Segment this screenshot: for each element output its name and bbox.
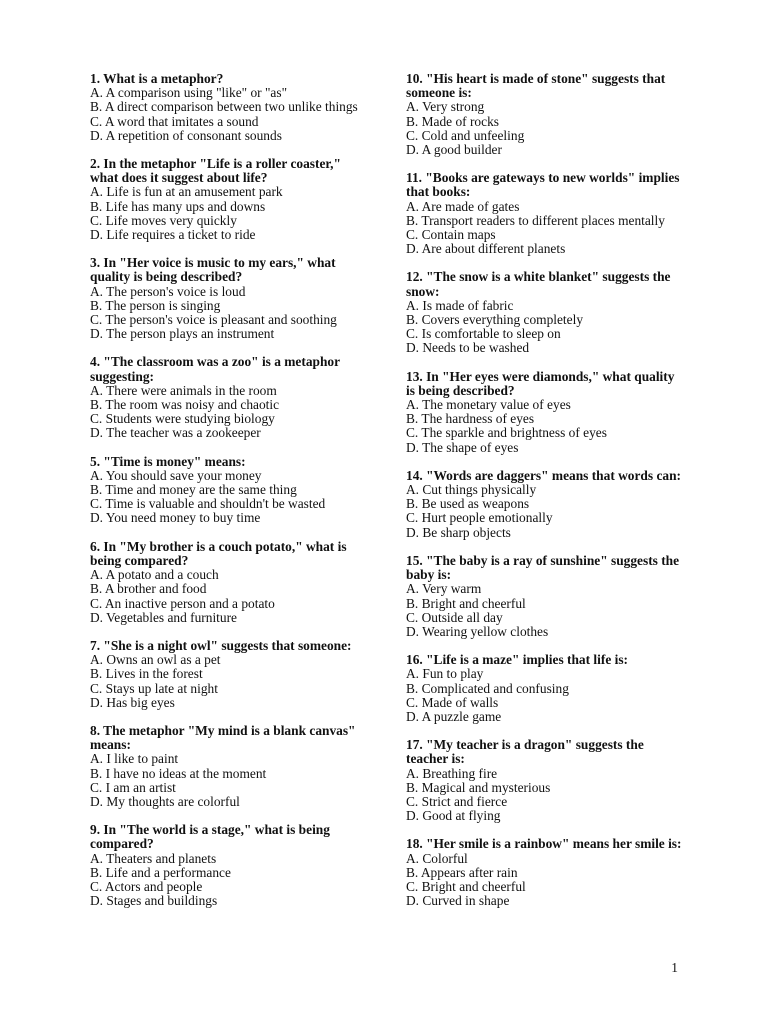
question-stem: 11. "Books are gateways to new worlds" implies that books: xyxy=(406,170,680,200)
answer-option: B. The hardness of eyes xyxy=(406,411,535,427)
answer-option: A. Theaters and planets xyxy=(90,850,217,866)
answer-option: B. Time and money are the same thing xyxy=(90,482,297,498)
answer-option: C. Bright and cheerful xyxy=(406,878,526,894)
question-stem: 13. In "Her eyes were diamonds," what quality is being described? xyxy=(406,368,675,398)
answer-option: D. Good at flying xyxy=(406,808,501,824)
question-block xyxy=(90,540,366,625)
answer-option: D. A good builder xyxy=(406,142,502,158)
answer-option: C. The person's voice is pleasant and soothing xyxy=(90,312,337,328)
answer-option: C. Actors and people xyxy=(90,878,203,894)
question-block xyxy=(90,455,366,526)
answer-option: D. Stages and buildings xyxy=(90,893,218,909)
question-block xyxy=(406,738,682,823)
answer-option: B. Made of rocks xyxy=(406,113,499,129)
question-stem: 5. "Time is money" means: xyxy=(90,453,246,469)
question-stem: 3. In "Her voice is music to my ears," what quality is being described? xyxy=(90,255,336,285)
answer-option: A. Fun to play xyxy=(406,666,484,682)
answer-option: B. I have no ideas at the moment xyxy=(90,765,267,781)
answer-option: B. Magical and mysterious xyxy=(406,779,551,795)
question-stem: 14. "Words are daggers" means that words can: xyxy=(406,467,681,483)
answer-option: A. Owns an owl as a pet xyxy=(90,652,221,668)
answer-option: A. Is made of fabric xyxy=(406,297,514,313)
answer-option: C. Outside all day xyxy=(406,609,503,625)
answer-option: B. Be used as weapons xyxy=(406,496,530,512)
answer-option: A. There were animals in the room xyxy=(90,382,277,398)
right-column xyxy=(406,72,682,922)
answer-option: A. A comparison using "like" or "as" xyxy=(90,85,288,101)
answer-option: A. Colorful xyxy=(406,850,468,866)
answer-option: A. You should save your money xyxy=(90,467,262,483)
question-block xyxy=(406,370,682,455)
question-stem: 16. "Life is a maze" implies that life is: xyxy=(406,652,629,668)
answer-option: B. Bright and cheerful xyxy=(406,595,526,611)
answer-option: C. Strict and fierce xyxy=(406,793,508,809)
answer-option: D. A puzzle game xyxy=(406,708,502,724)
question-stem: 9. In "The world is a stage," what is being compared? xyxy=(90,822,330,852)
answer-option: B. Transport readers to different places mentally xyxy=(406,212,665,228)
question-stem: 18. "Her smile is a rainbow" means her smile is: xyxy=(406,836,682,852)
answer-option: D. The person plays an instrument xyxy=(90,326,275,342)
answer-option: C. An inactive person and a potato xyxy=(90,595,275,611)
answer-option: C. Hurt people emotionally xyxy=(406,510,553,526)
answer-option: C. Students were studying biology xyxy=(90,411,275,427)
answer-option: C. A word that imitates a sound xyxy=(90,113,259,129)
question-block xyxy=(90,256,366,341)
answer-option: B. Life has many ups and downs xyxy=(90,198,266,214)
answer-option: D. Curved in shape xyxy=(406,893,510,909)
question-stem: 2. In the metaphor "Life is a roller coaster," what does it suggest about life? xyxy=(90,156,341,186)
answer-option: C. Stays up late at night xyxy=(90,680,218,696)
question-stem: 8. The metaphor "My mind is a blank canvas" means: xyxy=(90,722,356,753)
question-stem: 7. "She is a night owl" suggests that someone: xyxy=(90,637,352,653)
answer-option: C. I am an artist xyxy=(90,779,176,795)
answer-option: A. I like to paint xyxy=(90,751,179,767)
answer-option: C. Time is valuable and shouldn't be wasted xyxy=(90,496,326,512)
question-stem: 1. What is a metaphor? xyxy=(90,71,224,86)
question-block xyxy=(406,653,682,724)
answer-option: D. Vegetables and furniture xyxy=(90,609,238,625)
question-block xyxy=(90,823,366,908)
answer-option: C. Life moves very quickly xyxy=(90,212,237,228)
question-stem: 4. "The classroom was a zoo" is a metaphor suggesting: xyxy=(90,354,340,384)
answer-option: B. A direct comparison between two unlike things xyxy=(90,99,358,115)
answer-option: B. The room was noisy and chaotic xyxy=(90,397,280,413)
question-stem: 10. "His heart is made of stone" suggests that someone is: xyxy=(406,71,666,101)
answer-option: C. Cold and unfeeling xyxy=(406,127,525,143)
question-block xyxy=(406,270,682,355)
question-block xyxy=(90,639,366,710)
answer-option: D. Be sharp objects xyxy=(406,524,511,540)
answer-option: B. Lives in the forest xyxy=(90,666,203,682)
question-stem: 17. "My teacher is a dragon" suggests the teacher is: xyxy=(406,737,644,767)
question-block xyxy=(406,469,682,540)
answer-option: D. Are about different planets xyxy=(406,241,566,257)
answer-option: B. The person is singing xyxy=(90,297,221,313)
question-block xyxy=(90,355,366,440)
answer-option: D. My thoughts are colorful xyxy=(90,793,240,809)
answer-option: C. The sparkle and brightness of eyes xyxy=(406,425,607,441)
answer-option: B. Appears after rain xyxy=(406,864,518,880)
question-block xyxy=(406,171,682,256)
answer-option: A. Breathing fire xyxy=(406,765,498,781)
answer-option: D. Has big eyes xyxy=(90,694,175,710)
answer-option: D. Wearing yellow clothes xyxy=(406,623,549,639)
answer-option: D. The teacher was a zookeeper xyxy=(90,425,261,441)
answer-option: A. Are made of gates xyxy=(406,198,520,214)
question-block xyxy=(90,724,366,809)
answer-option: A. The monetary value of eyes xyxy=(406,397,571,413)
question-block xyxy=(90,72,366,143)
answer-option: C. Contain maps xyxy=(406,227,496,243)
question-block xyxy=(406,554,682,639)
question-block xyxy=(90,157,366,242)
answer-option: B. Life and a performance xyxy=(90,864,231,880)
answer-option: D. Life requires a ticket to ride xyxy=(90,227,256,243)
answer-option: A. A potato and a couch xyxy=(90,567,219,583)
answer-option: A. Life is fun at an amusement park xyxy=(90,184,283,200)
answer-option: D. You need money to buy time xyxy=(90,510,261,526)
answer-option: B. A brother and food xyxy=(90,581,207,597)
question-block xyxy=(406,837,682,908)
answer-option: B. Complicated and confusing xyxy=(406,680,569,696)
page-number: 1 xyxy=(671,960,678,975)
question-stem: 6. In "My brother is a couch potato," what is being compared? xyxy=(90,538,347,568)
answer-option: D. The shape of eyes xyxy=(406,439,519,455)
answer-option: B. Covers everything completely xyxy=(406,312,584,328)
answer-option: C. Is comfortable to sleep on xyxy=(406,326,561,342)
answer-option: A. Cut things physically xyxy=(406,482,537,498)
answer-option: C. Made of walls xyxy=(406,694,499,710)
answer-option: D. A repetition of consonant sounds xyxy=(90,127,282,143)
left-column xyxy=(90,72,366,922)
question-stem: 15. "The baby is a ray of sunshine" suggests the baby is: xyxy=(406,552,680,583)
question-block xyxy=(406,72,682,157)
answer-option: A. The person's voice is loud xyxy=(90,283,246,299)
answer-option: A. Very warm xyxy=(406,581,482,597)
question-stem: 12. "The snow is a white blanket" suggests the snow: xyxy=(406,269,671,299)
answer-option: A. Very strong xyxy=(406,99,485,115)
answer-option: D. Needs to be washed xyxy=(406,340,530,356)
